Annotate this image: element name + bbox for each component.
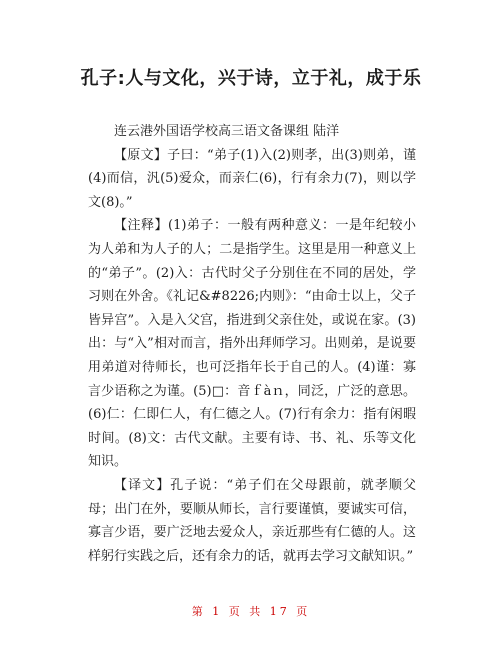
author-line: 连云港外国语学校高三语文备课组 陆洋: [114, 124, 340, 139]
paragraph-original-text: 【原文】子曰：“弟子(1)入(2)则孝，出(3)则弟，谨(4)而信，汎(5)爱众，而亲仁(6)，行有余力(7)，则以学文(8)。”: [88, 147, 416, 210]
paragraph-translation: 【译文】孔子说：“弟子们在父母跟前，就孝顺父母；出门在外，要顺从师长，言行要谨慎，要诚实可信，寡言少语，要广泛地去爱众人，亲近那些有仁德的人。这样躬行实践之后，还有余力的话，就再去学习文献知识。”: [88, 477, 416, 564]
document-body: [88, 120, 416, 568]
document-title: 孔子:人与文化，兴于诗，立于礼，成于乐: [80, 68, 422, 89]
paragraph-annotations: 【注释】(1)弟子：一般有两种意义：一是年纪较小为人弟和为人子的人；二是指学生。这里是用一种意义上的“弟子”。(2)入：古代时父子分别住在不同的居处，学习则在外舍。《礼记&#8226;内则》：“由命士以上，父子皆异宫”。入是入父宫，指进到父亲住处，或说在家。(3)出：与“入”相对而言，指外出拜师学习。出则弟，是说要用弟道对待师长，也可泛指年长于自己的人。(4)谨：寡言少语称之为谨。(5)□：音ｆàｎ，同泛，广泛的意思。(6)仁：仁即仁人，有仁德之人。(7)行有余力：指有闲暇时间。(8)文：古代文献。主要有诗、书、礼、乐等文化知识。: [88, 218, 416, 470]
page-number-footer: 第 1 页 共 17 页: [191, 605, 311, 618]
